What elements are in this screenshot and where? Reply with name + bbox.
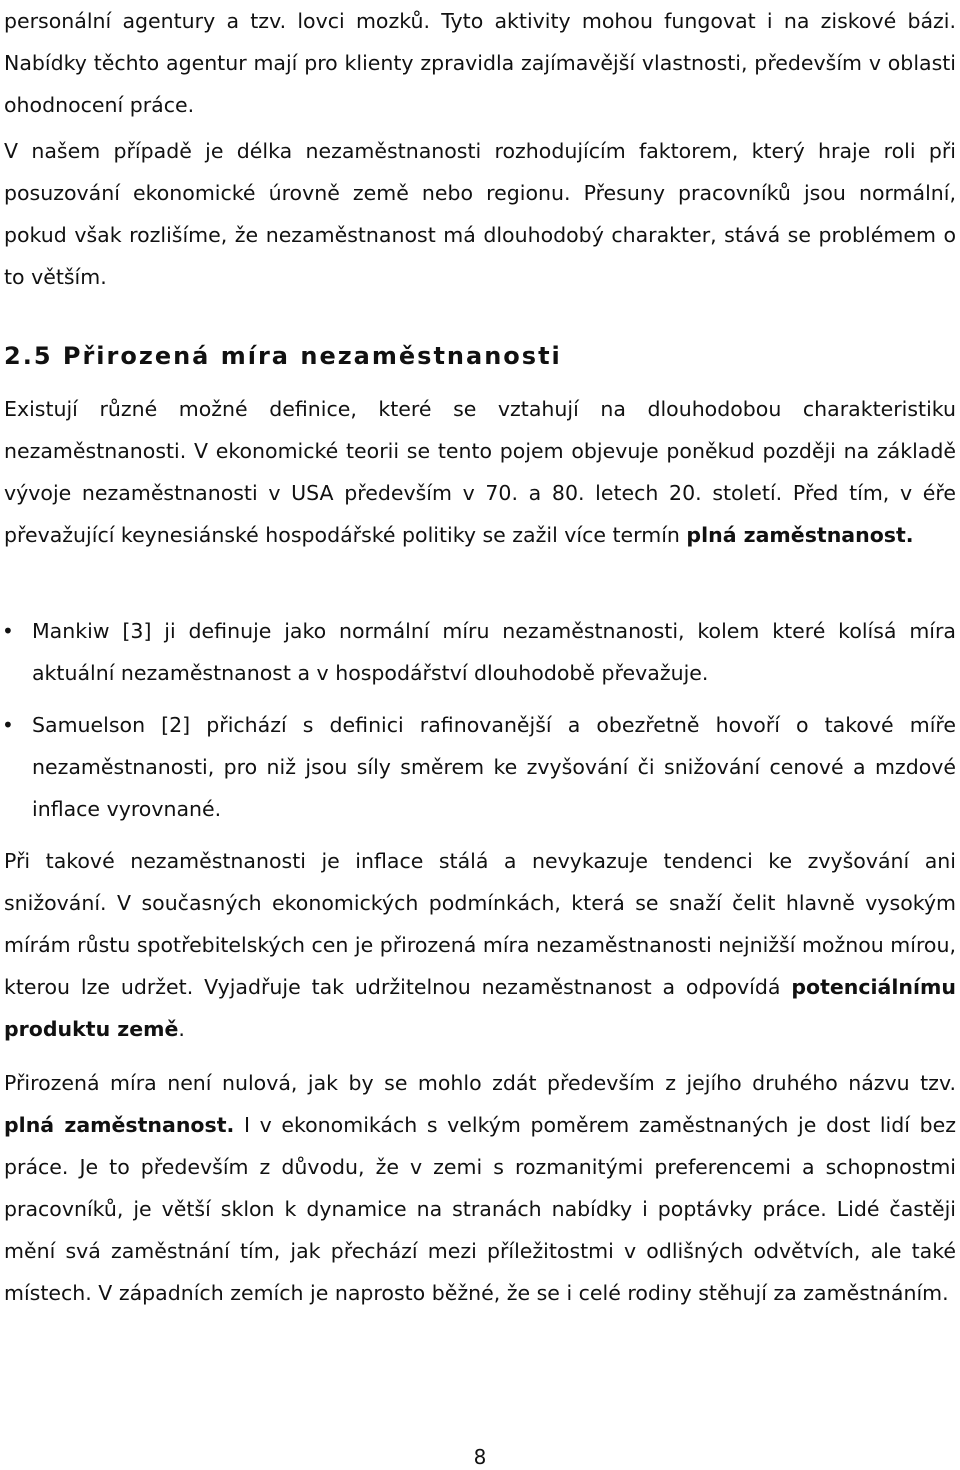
page-number: 8 [473,1445,487,1469]
paragraph-definitions [4,388,956,556]
paragraph-natural-rate [4,840,956,1050]
paragraph-unemployment-length: V našem případě je délka nezaměstnanosti rozhodujícím faktorem, který hraje roli při posuzování ekonomické úrovně země nebo regionu. Přesuny pracovníků jsou normální, pokud však rozlišíme, že nezaměstnanost má dlouhodobý charakter, stává se problémem o to větším. [4,139,956,289]
paragraph-intro: personální agentury a tzv. lovci mozků. Tyto aktivity mohou fungovat i na ziskové bázi. Nabídky těchto agentur mají pro klienty zpravidla zajímavější vlastnosti, především v oblasti ohodnocení práce. [4,9,956,117]
paragraph-nonzero-end: I v ekonomikách s velkým poměrem zaměstnaných je dost lidí bez práce. Je to především z důvodu, že v zemi s rozmanitými preferencemi a schopnostmi pracovníků, je větší sklon k dynamice na stranách nabídky i poptávky práce. Lidé častěji mění svá zaměstnání tím, jak přechází mezi příležitostmi v odlišných odvětvích, ale také místech. V západních zemích je naprosto běžné, že se i celé rodiny stěhují za zaměstnáním. [4,1113,956,1305]
bullet-text-mankiw: Mankiw [3] ji definuje jako normální míru nezaměstnanosti, kolem které kolísá míra aktuální nezaměstnanost a v hospodářství dlouhodobě převažuje. [32,619,956,685]
bold-term-full-employment-2: plná zaměstnanost. [4,1113,235,1137]
bullet-text-samuelson: Samuelson [2] přichází s definici rafinovanější a obezřetně hovoří o takové míře nezaměstnanosti, pro niž jsou síly směrem ke zvyšování či snižování cenové a mzdové inflace vyrovnané. [32,713,956,821]
bullet-marker: • [2,619,14,643]
bold-term-potential-product: potenciálnímu produktu země [4,975,956,1041]
paragraph-natural-rate-text: Při takové nezaměstnanosti je inflace stálá a nevykazuje tendenci ke zvyšování ani snižování. V současných ekonomických podmínkách, která se snaží čelit hlavně vysokým mírám růstu spotřebitelských cen je přirozená míra nezaměstnanosti nejnižší možnou mírou, kterou lze udržet. Vyjadřuje tak udržitelnou nezaměstnanost a odpovídá [4,849,956,999]
paragraph-natural-rate-tail: . [178,1017,185,1041]
section-heading: 2.5 Přirozená míra nezaměstnanosti [4,342,562,370]
paragraph-nonzero-start: Přirozená míra není nulová, jak by se mohlo zdát především z jejího druhého názvu tzv. [4,1071,956,1095]
bold-term-full-employment: plná zaměstnanost. [686,523,914,547]
bullet-marker: • [2,713,14,737]
paragraph-definitions-text: Existují různé možné definice, které se vztahují na dlouhodobou charakteristiku nezaměstnanosti. V ekonomické teorii se tento pojem objevuje poněkud později na základě vývoje nezaměstnanosti v USA především v 70. a 80. letech 20. století. Před tím, v éře převažující keynesiánské hospodářské politiky se zažil více termín [4,397,956,547]
paragraph-nonzero-rate [4,1062,956,1314]
